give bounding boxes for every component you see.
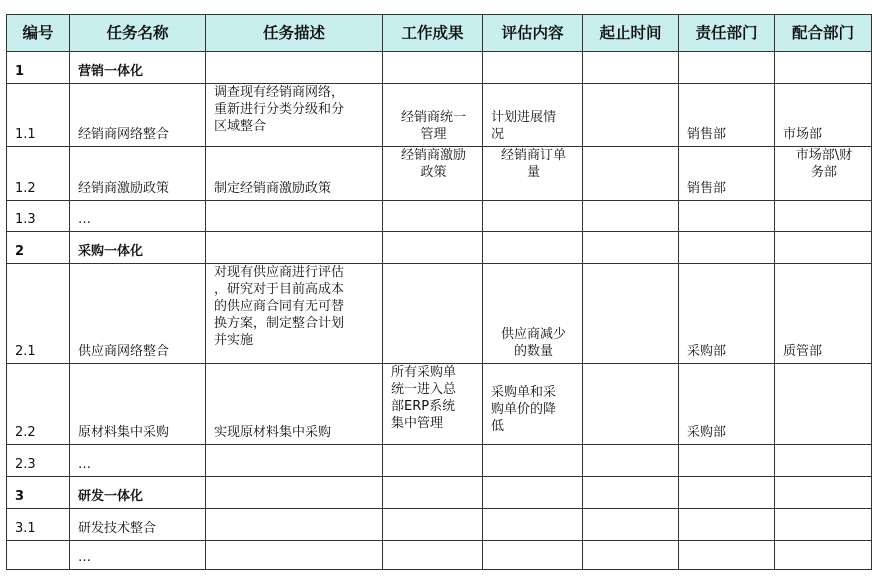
cell-number: 1.3 (7, 201, 70, 232)
cell-responsible: 销售部 (679, 84, 775, 147)
cell-task-name: … (70, 445, 206, 477)
header-responsible-dept: 责任部门 (679, 15, 775, 52)
cell-time (583, 509, 679, 541)
table-row (7, 541, 872, 570)
cell-responsible (679, 52, 775, 84)
cell-description (206, 541, 383, 570)
cell-description (206, 445, 383, 477)
cell-cooperating: 市场部\财 务部 (775, 147, 872, 201)
table-row (7, 477, 872, 509)
cell-task-name: 经销商激励政策 (70, 147, 206, 201)
cell-result: 经销商统一 管理 (383, 84, 483, 147)
cell-evaluation (483, 541, 583, 570)
table-row (7, 52, 872, 84)
cell-cooperating (775, 364, 872, 445)
cell-evaluation (483, 232, 583, 264)
cell-responsible: 销售部 (679, 147, 775, 201)
cell-evaluation (483, 477, 583, 509)
cell-responsible: 采购部 (679, 364, 775, 445)
header-work-result: 工作成果 (383, 15, 483, 52)
cell-time (583, 84, 679, 147)
cell-time (583, 477, 679, 509)
cell-result (383, 445, 483, 477)
cell-description (206, 477, 383, 509)
table-row (7, 509, 872, 541)
table-row (7, 147, 872, 201)
cell-responsible (679, 477, 775, 509)
header-row (7, 15, 872, 52)
cell-number: 2 (7, 232, 70, 264)
header-evaluation: 评估内容 (483, 15, 583, 52)
cell-evaluation (483, 509, 583, 541)
cell-cooperating (775, 509, 872, 541)
cell-description (206, 509, 383, 541)
cell-cooperating (775, 445, 872, 477)
header-cooperating-dept: 配合部门 (775, 15, 872, 52)
cell-responsible (679, 509, 775, 541)
cell-number: 2.1 (7, 264, 70, 364)
cell-cooperating (775, 201, 872, 232)
cell-description: 制定经销商激励政策 (206, 147, 383, 201)
cell-responsible: 采购部 (679, 264, 775, 364)
cell-task-name: 营销一体化 (70, 52, 206, 84)
cell-result: 经销商激励 政策 (383, 147, 483, 201)
cell-number: 2.3 (7, 445, 70, 477)
cell-task-name: 经销商网络整合 (70, 84, 206, 147)
cell-number: 3 (7, 477, 70, 509)
cell-cooperating (775, 52, 872, 84)
cell-cooperating (775, 541, 872, 570)
table-row (7, 264, 872, 364)
table-row (7, 84, 872, 147)
cell-result: 所有采购单 统一进入总 部ERP系统 集中管理 (383, 364, 483, 445)
cell-task-name: … (70, 201, 206, 232)
cell-time (583, 52, 679, 84)
cell-description (206, 52, 383, 84)
cell-responsible (679, 445, 775, 477)
cell-time (583, 364, 679, 445)
cell-evaluation: 供应商减少 的数量 (483, 264, 583, 364)
cell-time (583, 541, 679, 570)
table-row (7, 232, 872, 264)
header-number: 编号 (7, 15, 70, 52)
cell-evaluation: 经销商订单 量 (483, 147, 583, 201)
table-row (7, 364, 872, 445)
cell-task-name: 研发一体化 (70, 477, 206, 509)
cell-evaluation (483, 52, 583, 84)
cell-evaluation: 采购单和采 购单价的降 低 (483, 364, 583, 445)
cell-task-name: … (70, 541, 206, 570)
cell-responsible (679, 201, 775, 232)
table-row (7, 445, 872, 477)
cell-time (583, 147, 679, 201)
cell-description: 调查现有经销商网络， 重新进行分类分级和分 区域整合 (206, 84, 383, 147)
header-time-range: 起止时间 (583, 15, 679, 52)
cell-task-name: 采购一体化 (70, 232, 206, 264)
table-row (7, 201, 872, 232)
cell-evaluation (483, 445, 583, 477)
cell-result (383, 541, 483, 570)
cell-description: 对现有供应商进行评估 ，研究对于目前高成本 的供应商合同有无可替 换方案，制定整合计划 并实施 (206, 264, 383, 364)
cell-time (583, 232, 679, 264)
cell-result (383, 232, 483, 264)
cell-description: 实现原材料集中采购 (206, 364, 383, 445)
cell-cooperating: 质管部 (775, 264, 872, 364)
cell-result (383, 509, 483, 541)
cell-number: 3.1 (7, 509, 70, 541)
header-task-name: 任务名称 (70, 15, 206, 52)
cell-time (583, 201, 679, 232)
cell-number: 1.1 (7, 84, 70, 147)
cell-cooperating (775, 477, 872, 509)
cell-time (583, 264, 679, 364)
cell-cooperating: 市场部 (775, 84, 872, 147)
cell-result (383, 201, 483, 232)
cell-result (383, 52, 483, 84)
cell-description (206, 201, 383, 232)
cell-cooperating (775, 232, 872, 264)
cell-number (7, 541, 70, 570)
cell-time (583, 445, 679, 477)
cell-number: 1.2 (7, 147, 70, 201)
cell-task-name: 供应商网络整合 (70, 264, 206, 364)
task-table (6, 14, 872, 570)
cell-task-name: 原材料集中采购 (70, 364, 206, 445)
cell-number: 2.2 (7, 364, 70, 445)
cell-responsible (679, 541, 775, 570)
cell-responsible (679, 232, 775, 264)
cell-description (206, 232, 383, 264)
cell-number: 1 (7, 52, 70, 84)
cell-task-name: 研发技术整合 (70, 509, 206, 541)
cell-result (383, 477, 483, 509)
cell-evaluation: 计划进展情 况 (483, 84, 583, 147)
cell-evaluation (483, 201, 583, 232)
header-task-description: 任务描述 (206, 15, 383, 52)
cell-result (383, 264, 483, 364)
